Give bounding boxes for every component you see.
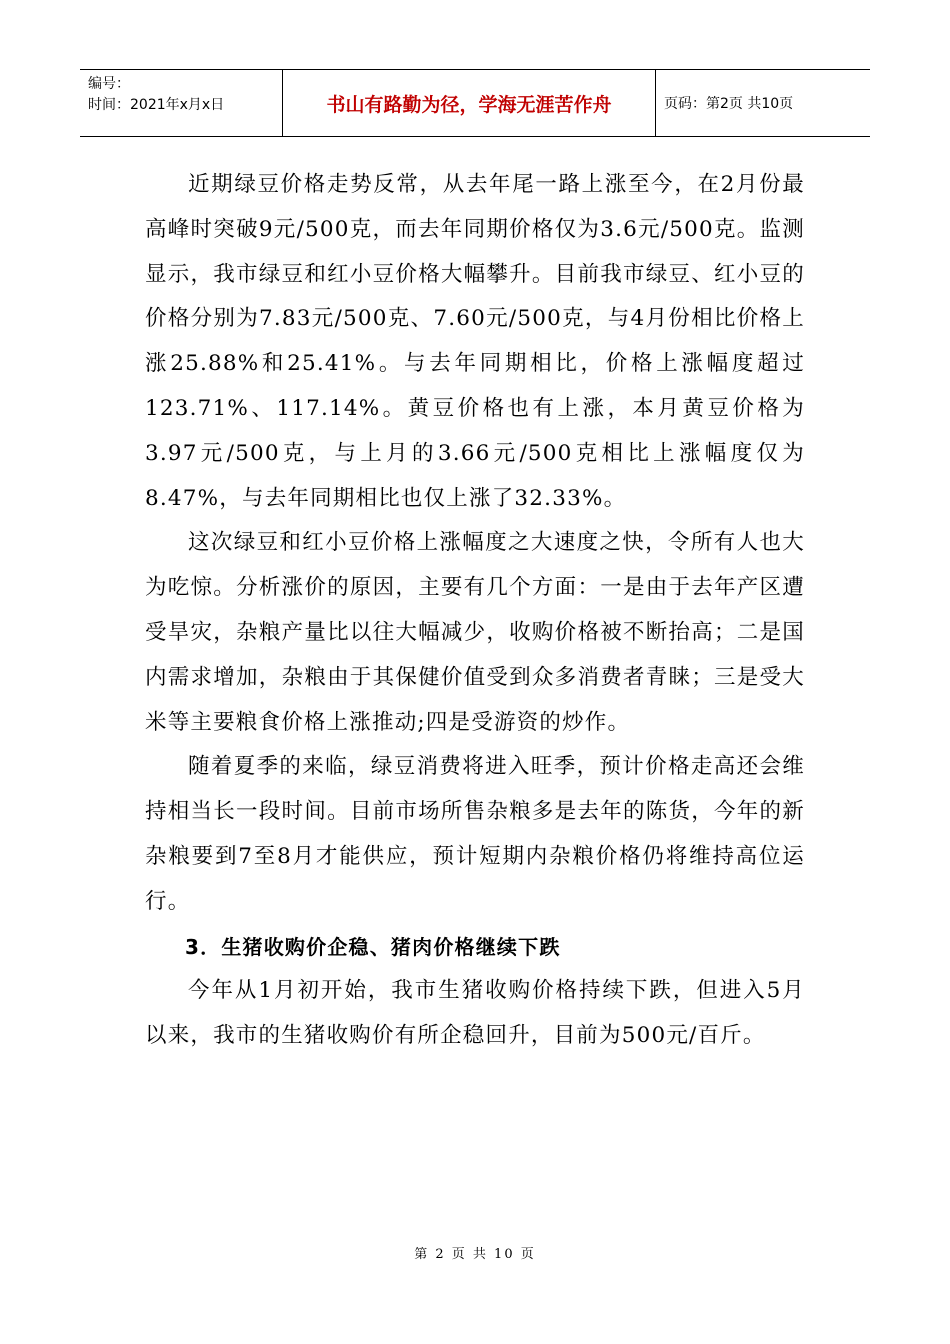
document-number-label: 编号： xyxy=(88,76,130,92)
document-body xyxy=(145,163,805,1059)
paragraph-hog-prices: 今年从1月初开始，我市生猪收购价格持续下跌，但进入5月以来，我市的生猪收购价有所企稳回升，目前为500元/百斤。 xyxy=(145,978,805,1049)
paragraph-price-rise-reasons: 这次绿豆和红小豆价格上涨幅度之大速度之快，令所有人也大为吃惊。分析涨价的原因，主要有几个方面：一是由于去年产区遭受旱灾，杂粮产量比以往大幅减少，收购价格被不断抬高；二是国内需求增加，杂粮由于其保健价值受到众多消费者青睐；三是受大米等主要粮食价格上涨推动;四是受游资的炒作。 xyxy=(145,530,805,735)
header-meta xyxy=(80,70,283,136)
document-date-label: 时间：2021年x月x日 xyxy=(88,97,225,113)
page-footer: 第 2 页 共 10 页 xyxy=(414,1247,536,1262)
header-motto: 书山有路勤为径，学海无涯苦作舟 xyxy=(283,70,656,136)
paragraph-price-outlook: 随着夏季的来临，绿豆消费将进入旺季，预计价格走高还会维持相当长一段时间。目前市场所售杂粮多是去年的陈货，今年的新杂粮要到7至8月才能供应，预计短期内杂粮价格仍将维持高位运行。 xyxy=(145,754,805,914)
header-page-label: 页码：第2页 共10页 xyxy=(664,96,794,112)
section-heading: 3．生猪收购价企稳、猪肉价格继续下跌 xyxy=(185,934,561,959)
paragraph-mung-bean-prices: 近期绿豆价格走势反常，从去年尾一路上涨至今，在2月份最高峰时突破9元/500克，而去年同期价格仅为3.6元/500克。监测显示，我市绿豆和红小豆价格大幅攀升。目前我市绿豆、红小豆的价格分别为7.83元/500克、7.60元/500克，与4月份相比价格上涨25.88%和25.41%。与去年同期相比，价格上涨幅度超过123.71%、117.14%。黄豆价格也有上涨，本月黄豆价格为3.97元/500克，与上月的3.66元/500克相比上涨幅度仅为8.47%，与去年同期相比也仅上涨了32.33%。 xyxy=(145,172,805,511)
document-header xyxy=(80,69,870,137)
